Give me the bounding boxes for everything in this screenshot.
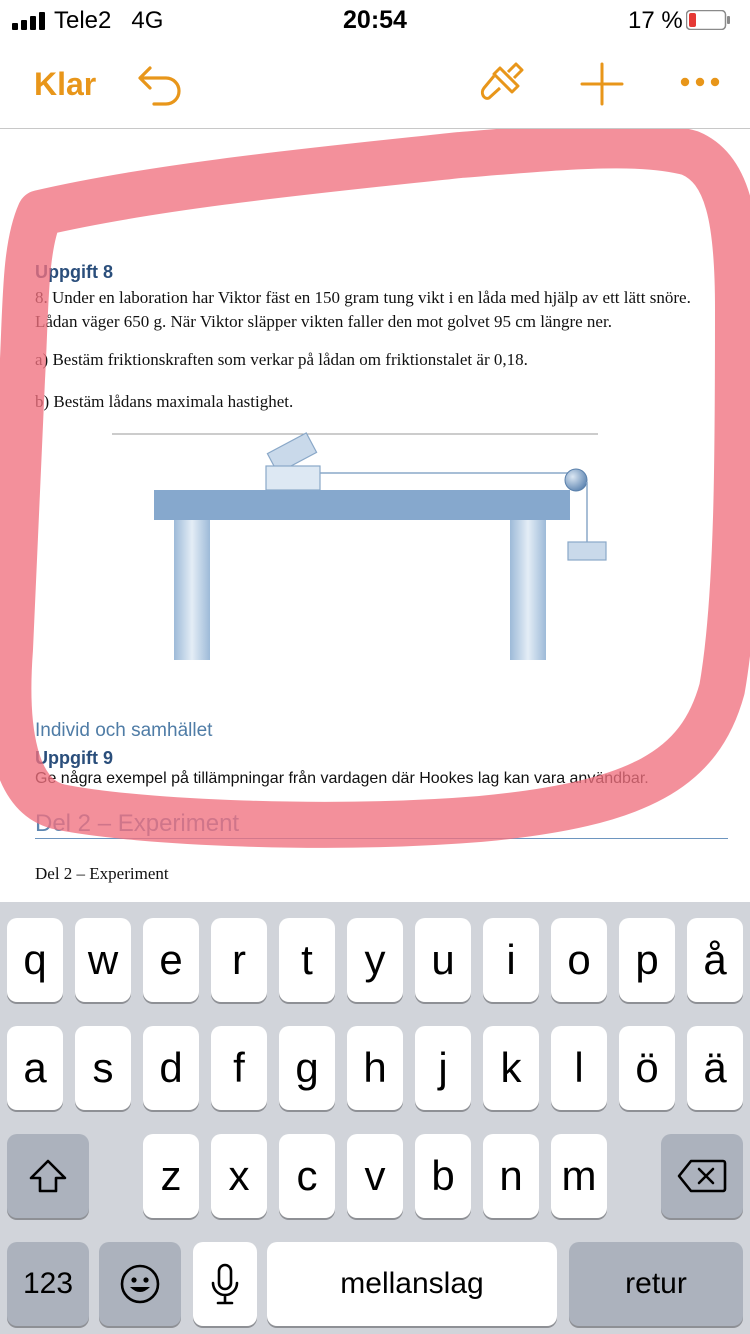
key-t-label: t	[301, 936, 313, 983]
key-b-label: b	[431, 1152, 455, 1199]
emoji-key[interactable]	[99, 1242, 181, 1326]
key-d[interactable]	[143, 1026, 199, 1110]
space-key[interactable]	[267, 1242, 557, 1326]
status-bar	[0, 0, 750, 42]
table-pulley-figure	[100, 426, 620, 666]
key-j[interactable]	[415, 1026, 471, 1110]
part2-heading: Del 2 – Experiment	[35, 810, 240, 837]
key-n[interactable]	[483, 1134, 539, 1218]
done-button[interactable]: Klar	[34, 66, 97, 102]
microphone-icon	[210, 1263, 240, 1305]
battery-percent: 17 %	[628, 7, 683, 34]
key-m-label: m	[561, 1152, 597, 1199]
table-top	[154, 490, 570, 520]
key-c-label: c	[296, 1152, 318, 1199]
key-ö[interactable]	[619, 1026, 675, 1110]
key-i-label: i	[506, 936, 516, 983]
clock: 20:54	[343, 6, 407, 34]
key-f-label: f	[233, 1044, 245, 1091]
key-a[interactable]	[7, 1026, 63, 1110]
key-k[interactable]	[483, 1026, 539, 1110]
key-v-label: v	[364, 1152, 386, 1199]
shift-key[interactable]	[7, 1134, 89, 1218]
key-e-label: e	[159, 936, 183, 983]
key-t[interactable]	[279, 918, 335, 1002]
key-y[interactable]	[347, 918, 403, 1002]
key-y-label: y	[364, 936, 386, 983]
carrier-label: Tele2 4G	[54, 7, 164, 34]
box	[266, 466, 320, 490]
key-h-label: h	[363, 1044, 387, 1091]
key-o[interactable]	[551, 918, 607, 1002]
document-page[interactable]	[0, 129, 750, 901]
key-b[interactable]	[415, 1134, 471, 1218]
battery-icon	[686, 10, 730, 30]
task8-heading: Uppgift 8	[35, 262, 113, 282]
backspace-icon	[677, 1159, 727, 1193]
key-j-label: j	[438, 1044, 448, 1091]
task8-text: 8. Under en laboration har Viktor fäst en 150 gram tung vikt i en låda med hjälp av ett lätt snöre. Lådan väger 650 g. När Viktor släpper vikten faller den mot golvet 95 cm längre ner.	[35, 288, 691, 331]
key-q-label: q	[23, 936, 47, 983]
key-f[interactable]	[211, 1026, 267, 1110]
key-s[interactable]	[75, 1026, 131, 1110]
key-k-label: k	[500, 1044, 522, 1091]
numbers-key-label: 123	[22, 1267, 74, 1300]
task9-heading: Uppgift 9	[35, 748, 113, 768]
hanging-weight	[568, 542, 606, 560]
key-w[interactable]	[75, 918, 131, 1002]
key-l-label: l	[574, 1044, 584, 1091]
undo-icon[interactable]	[136, 62, 184, 106]
key-n-label: n	[499, 1152, 523, 1199]
key-z[interactable]	[143, 1134, 199, 1218]
key-g[interactable]	[279, 1026, 335, 1110]
return-key-label: retur	[625, 1267, 687, 1300]
table-leg-left	[174, 520, 210, 660]
key-å[interactable]	[687, 918, 743, 1002]
key-x[interactable]	[211, 1134, 267, 1218]
dictation-key[interactable]	[193, 1242, 257, 1326]
key-r-label: r	[232, 936, 246, 983]
key-i[interactable]	[483, 918, 539, 1002]
return-key[interactable]	[569, 1242, 743, 1326]
key-z-label: z	[160, 1152, 182, 1199]
numbers-key[interactable]	[7, 1242, 89, 1326]
key-ä-label: ä	[703, 1044, 727, 1091]
shift-icon	[28, 1158, 68, 1194]
key-m[interactable]	[551, 1134, 607, 1218]
key-w-label: w	[87, 936, 119, 983]
space-key-label: mellanslag	[340, 1267, 484, 1300]
key-o-label: o	[567, 936, 591, 983]
key-h[interactable]	[347, 1026, 403, 1110]
heading-rule	[35, 838, 728, 839]
task9-text: Ge några exempel på tillämpningar från vardagen där Hookes lag kan vara användbar.	[35, 770, 649, 787]
table-leg-right	[510, 520, 546, 660]
key-v[interactable]	[347, 1134, 403, 1218]
onscreen-keyboard	[0, 902, 750, 1334]
key-p[interactable]	[619, 918, 675, 1002]
key-l[interactable]	[551, 1026, 607, 1110]
key-e[interactable]	[143, 918, 199, 1002]
plus-icon[interactable]	[580, 62, 624, 106]
pages-toolbar	[0, 42, 750, 129]
key-ä[interactable]	[687, 1026, 743, 1110]
key-a-label: a	[23, 1044, 47, 1091]
key-x-label: x	[228, 1152, 250, 1199]
key-g-label: g	[295, 1044, 319, 1091]
backspace-key[interactable]	[661, 1134, 743, 1218]
more-icon[interactable]	[680, 76, 720, 88]
section-individual-society: Individ och samhället	[35, 720, 213, 741]
key-u[interactable]	[415, 918, 471, 1002]
key-p-label: p	[635, 936, 659, 983]
key-s-label: s	[92, 1044, 114, 1091]
key-c[interactable]	[279, 1134, 335, 1218]
key-ö-label: ö	[635, 1044, 659, 1091]
task8-question-a: a) Bestäm friktionskraften som verkar på lådan om friktionstalet är 0,18.	[35, 350, 528, 369]
task8-question-b: b) Bestäm lådans maximala hastighet.	[35, 392, 294, 411]
part2-text[interactable]: Del 2 – Experiment	[35, 864, 169, 883]
key-d-label: d	[159, 1044, 183, 1091]
key-q[interactable]	[7, 918, 63, 1002]
key-å-label: å	[703, 936, 727, 983]
key-r[interactable]	[211, 918, 267, 1002]
pulley	[565, 469, 587, 491]
key-u-label: u	[431, 936, 455, 983]
paintbrush-icon[interactable]	[478, 60, 526, 108]
emoji-icon	[119, 1263, 161, 1305]
